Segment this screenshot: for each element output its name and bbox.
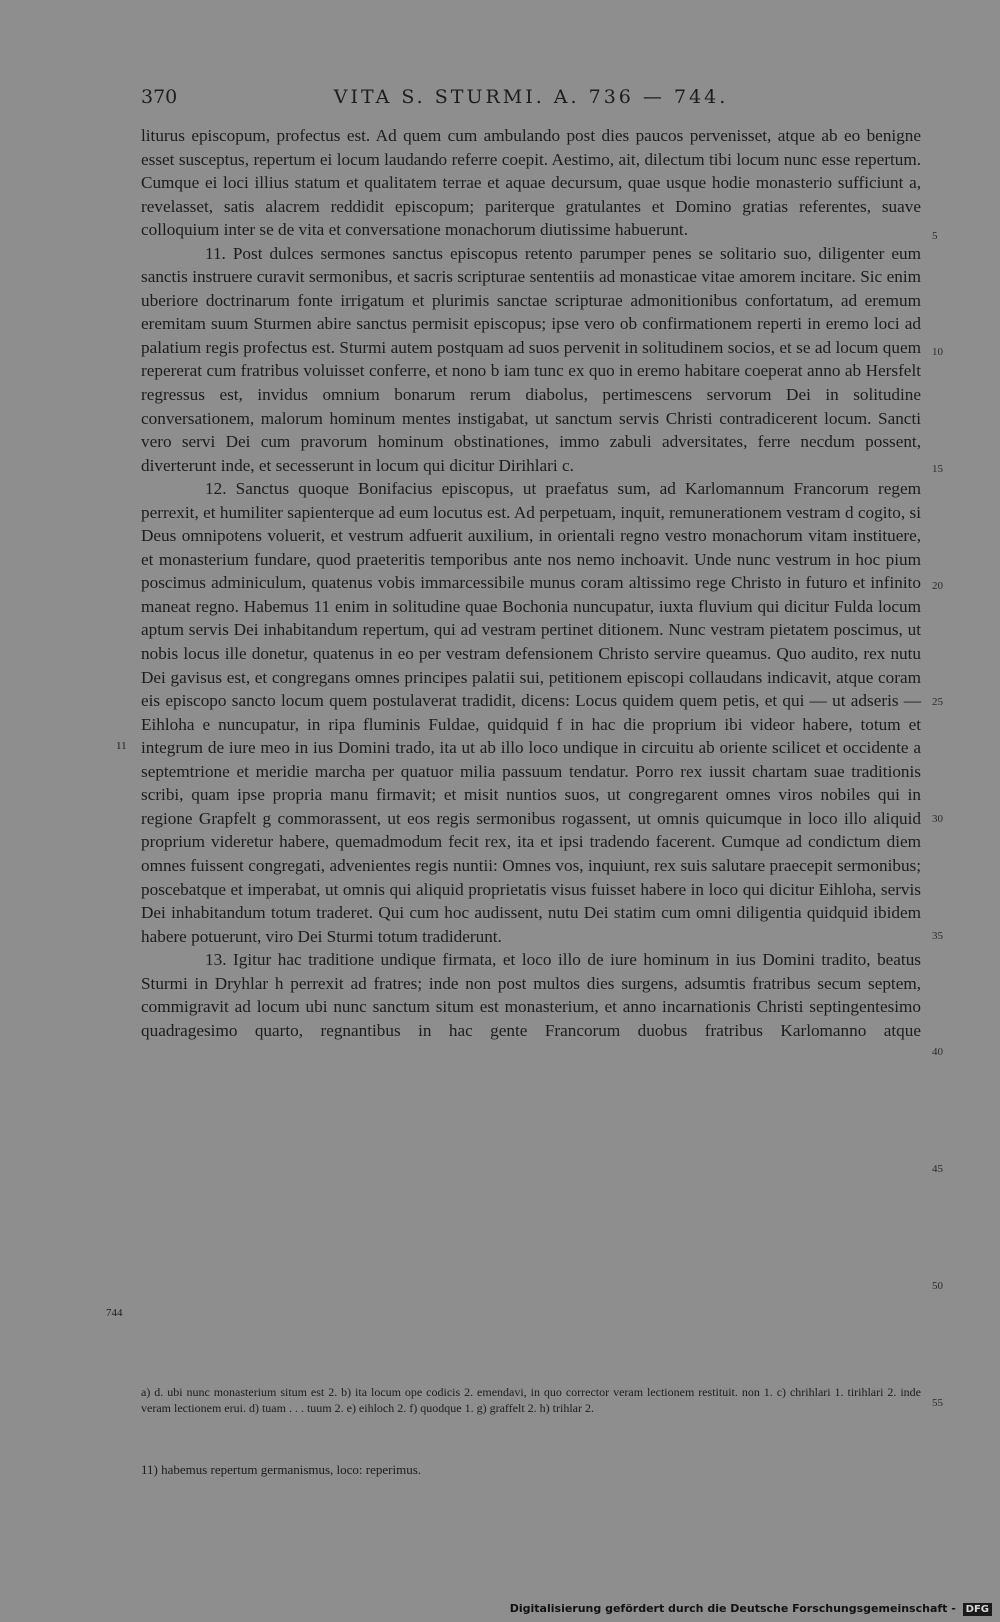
- paragraph-11: 11. Post dulces sermones sanctus episcopus retento parumper penes se solitario suo, diligenter eum sanctis instruere curavit sermonibus, et sacris scripturae sententiis ad monasticae vitae amorem incitare. Sic enim uberiore doctrinarum fonte irrigatum et plurimis sanctae scripturae admonitionibus confortatum, ad eremum eremitam suum Sturmen abire sanctus permisit episcopus; ipse vero ob confirmationem reperti in eremo loci ad palatium regis profectus est. Sturmi autem postquam ad suos pervenit in solitudinem socios, et se ad locum quem repererat cum fratribus voluisset conferre, et nono b iam tunc ex quo in eremo habitare coeperat anno ab Hersfelt regressus est, invidus omnium bonarum rerum diabolus, pertimescens servorum Dei in solitudine conversationem, malorum hominum mentes instigabat, ut sanctum servis Christi contradicerent locum. Sancti vero servi Dei cum pravorum hominum obstinationes, immo zabuli adversitates, ferre necdum possent, diverterunt inde, et secesserunt in locum qui dicitur Dirihlari c.: [141, 243, 921, 475]
- line-number: 40: [932, 1046, 943, 1058]
- credit-text: Digitalisierung gefördert durch die Deutsche Forschungsgemeinschaft -: [509, 1602, 956, 1615]
- paragraph-10-continued: liturus episcopum, profectus est. Ad quem cum ambulando post dies paucos pervenisset, atque ab eo benigne esset susceptus, repertum ei locum laudando referre coepit. Aestimo, ait, dilectum tibi locum nunc esse repertum. Cumque ei loci illius statum et qualitatem terrae et aquae decursum, quae usque hodie monasterio sufficiunt a, revelasset, satis alacrem reddidit episcopum; pariterque gratulantes et Domino gratias referentes, suave colloquium inter se de vita et conversatione monachorum diutissime habuerunt.: [141, 126, 921, 240]
- line-number: 55: [932, 1397, 943, 1409]
- line-number: 5: [932, 230, 938, 242]
- line-number: 50: [932, 1280, 943, 1292]
- line-number: 45: [932, 1163, 943, 1175]
- footnotes: [141, 1384, 921, 1416]
- line-number: 25: [932, 696, 943, 708]
- endnote: [141, 1462, 921, 1478]
- margin-year: 744: [106, 1307, 123, 1319]
- digitization-credit: [510, 1602, 992, 1616]
- main-text: [141, 124, 921, 1042]
- running-title: VITA S. STURMI. A. 736 — 744.: [333, 86, 729, 108]
- note-11: 11) habemus repertum germanismus, loco: reperimus.: [141, 1462, 422, 1477]
- paragraph-13: 13. Igitur hac traditione undique firmata, et loco illo de iure hominum in ius Domini tradito, beatus Sturmi in Dryhlar h perrexit ad fratres; inde non post multos dies surgens, adsumtis fratribus secum septem, commigravit ad locum ubi nunc sanctum situm est monasterium, et anno incarnationis Christi septingentesimo quadragesimo quarto, regnantibus in hac gente Francorum duobus fratribus Karlomanno atque: [141, 950, 921, 1040]
- line-number: 30: [932, 813, 943, 825]
- page-header: [141, 86, 921, 110]
- line-number: 20: [932, 580, 943, 592]
- footnote-apparatus: a) d. ubi nunc monasterium situm est 2. b) ita locum ope codicis 2. emendavi, in quo corrector veram lectionem restituit. non 1. c) chrihlari 1. tirihlari 2. inde veram lectionem erui. d) tuam . . . tuum 2. e) eihloch 2. f) quodque 1. g) graffelt 2. h) trihlar 2.: [141, 1385, 921, 1415]
- line-number: 15: [932, 463, 943, 475]
- line-number: 10: [932, 346, 943, 358]
- page-number: 370: [141, 86, 178, 108]
- line-number: 35: [932, 930, 943, 942]
- margin-note-ref: 11: [116, 740, 127, 752]
- paragraph-12: 12. Sanctus quoque Bonifacius episcopus, ut praefatus sum, ad Karlomannum Francorum regem perrexit, et humiliter sapienterque ad eum locutus est. Ad perpetuam, inquit, remunerationem vestram d cogito, si Deus omnipotens voluerit, et vestrum adfuerit auxilium, in orientali regno vestro monachorum vitam instituere, et monasterium fundare, quod praeteritis temporibus ante nos nemo inchoavit. Unde nunc vestrum in hoc pium poscimus adminiculum, quatenus vobis immarcessibile munus coram altissimo rege Christo in futuro et infinito maneat regno. Habemus 11 enim in solitudine quae Bochonia nuncupatur, iuxta fluvium qui dicitur Fulda locum aptum servis Dei inhabitandum repertum, qui ad vestram pertinet ditionem. Nunc vestram pietatem poscimus, ut nobis locus ille donetur, quatenus in eo per vestram defensionem Christo servire queamus. Quo audito, rex nutu Dei gavisus est, et congregans omnes principes palatii sui, petitionem episcopi collaudans indicavit, atque coram eis episcopo sancto locum quem postulaverat tradidit, dicens: Locus quidem quem petis, et qui — ut adseris — Eihloha e nuncupatur, in ripa fluminis Fuldae, quidquid f in hac die proprium ibi videor habere, totum et integrum de iure meo in ius Domini trado, ita ut ab illo loco undique in circuitu ab oriente scilicet et occidente a septemtrione et meridie marcha per quatuor milia passuum tendatur. Porro rex iussit chartam suae traditionis scribi, quam ipse propria manu firmavit; et misit nuntios suos, ut congregarent omnes viros nobiles qui in regione Grapfelt g commorassent, ut eos regis sermonibus rogassent, ut omnis quicumque in loco illo aliquid proprium videretur habere, quemadmodum fecit rex, ita et ipsi tradendo facerent. Cumque ad condictum diem omnes fuissent congregati, advenientes regis nuntii: Omnes vos, inquiunt, rex suis salutare praecepit sermonibus; poscebatque et imperabat, ut omnis qui aliquid proprietatis visus fuisset habere in loco qui dicitur Eihloha, servis Dei inhabitandum totum traderet. Qui cum hoc audissent, nutu Dei statim cum omni diligentia quidquid ibidem habere potuerunt, viro Dei Sturmi totum tradiderunt.: [141, 479, 921, 946]
- dfg-logo: DFG: [963, 1603, 992, 1616]
